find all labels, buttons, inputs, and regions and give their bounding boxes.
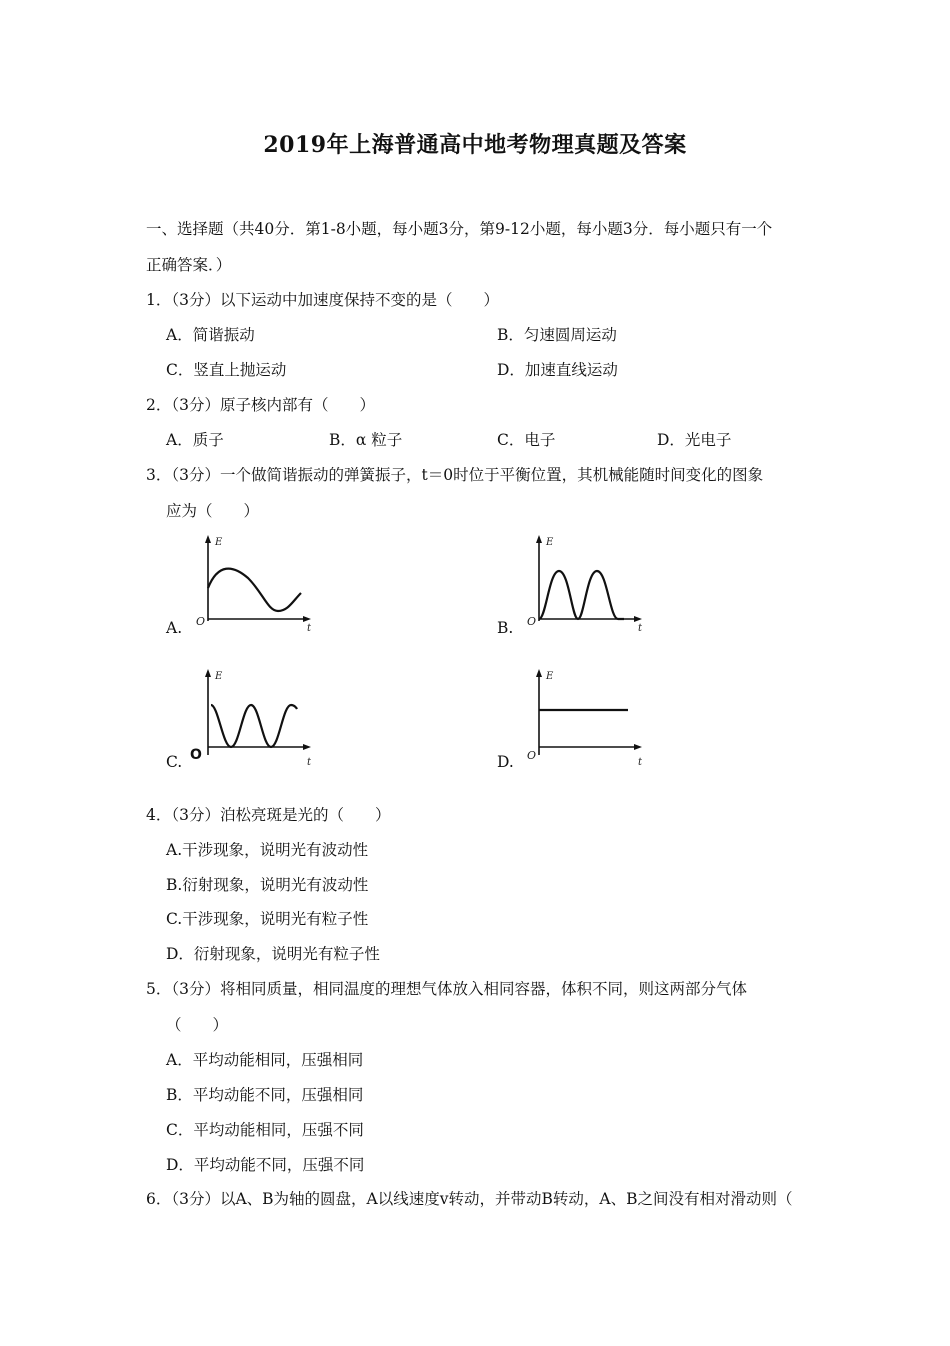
q2-option-b: B．α 粒子: [329, 431, 403, 449]
graph-a-y-arrow: [205, 535, 211, 543]
graph-a-curve: [208, 569, 301, 611]
graph-b-curve: [539, 571, 624, 619]
q5-option-c: C．平均动能相同，压强不同: [166, 1121, 364, 1139]
q3-option-a-label: A.: [166, 619, 183, 637]
q5-option-a: A．平均动能相同，压强相同: [166, 1051, 364, 1069]
q3-stem-line2: 应为（ ）: [166, 502, 260, 520]
q4-option-a: A.干涉现象，说明光有波动性: [166, 841, 369, 859]
q3-option-b-label: B.: [497, 619, 514, 637]
graph-c: [193, 667, 323, 767]
graph-c-e-label: E: [215, 671, 223, 682]
graph-c-x-arrow: [303, 744, 311, 750]
q2-stem: 2．（3分）原子核内部有（ ）: [146, 396, 375, 414]
graph-b-y-arrow: [536, 535, 542, 543]
q3-stem-line1: 3．（3分）一个做简谐振动的弹簧振子，t＝0时位于平衡位置，其机械能随时间变化的图象: [146, 466, 764, 484]
graph-b-t-label: t: [638, 623, 643, 633]
graph-d-t-label: t: [638, 757, 643, 767]
q1-option-a: A．简谐振动: [166, 326, 255, 344]
page-title: 2019年上海普通高中地考物理真题及答案: [263, 132, 687, 158]
graph-a-e-label: E: [215, 537, 223, 548]
q5-stem-line2: （ ）: [166, 1016, 229, 1034]
graph-a: [193, 533, 323, 633]
q3-option-d-label: D.: [497, 753, 514, 771]
q1-option-b: B．匀速圆周运动: [497, 326, 617, 344]
graph-c-t-label: t: [307, 757, 312, 767]
q2-option-a: A．质子: [166, 431, 224, 449]
graph-c-y-arrow: [205, 669, 211, 677]
q5-option-d: D．平均动能不同，压强不同: [166, 1156, 365, 1174]
q4-option-c: C.干涉现象，说明光有粒子性: [166, 910, 369, 928]
graph-c-curve: [211, 705, 297, 747]
graph-d-y-arrow: [536, 669, 542, 677]
q2-option-d: D．光电子: [657, 431, 732, 449]
q4-stem: 4．（3分）泊松亮斑是光的（ ）: [146, 806, 391, 824]
graph-a-t-label: t: [307, 623, 312, 633]
q2-option-c: C．电子: [497, 431, 556, 449]
q3-option-c-label: C.: [166, 753, 183, 771]
q1-stem: 1．（3分）以下运动中加速度保持不变的是（ ）: [146, 291, 499, 309]
graph-a-x-arrow: [303, 616, 311, 622]
graph-a-origin-label: O: [196, 615, 206, 628]
q1-option-d: D．加速直线运动: [497, 361, 618, 379]
q1-option-c: C．竖直上抛运动: [166, 361, 287, 379]
graph-b-e-label: E: [546, 537, 554, 548]
graph-d: [524, 667, 654, 767]
graph-c-origin-label: O: [190, 747, 202, 763]
section-heading-line2: 正确答案．）: [146, 256, 232, 274]
q4-option-b: B.衍射现象，说明光有波动性: [166, 876, 369, 894]
graph-b-origin-label: O: [527, 615, 537, 628]
graph-d-e-label: E: [546, 671, 554, 682]
section-heading-line1: 一、选择题（共40分．第1-8小题，每小题3分，第9-12小题，每小题3分．每小题只有一个: [146, 220, 773, 238]
q5-option-b: B．平均动能不同，压强相同: [166, 1086, 364, 1104]
graph-b-x-arrow: [634, 616, 642, 622]
q6-stem: 6．（3分）以A、B为轴的圆盘，A以线速度v转动，并带动B转动，A、B之间没有相对滑动则（: [146, 1190, 793, 1208]
graph-d-x-arrow: [634, 744, 642, 750]
q4-option-d: D．衍射现象，说明光有粒子性: [166, 945, 380, 963]
graph-b: [524, 533, 654, 633]
q5-stem-line1: 5．（3分）将相同质量，相同温度的理想气体放入相同容器，体积不同，则这两部分气体: [146, 980, 747, 998]
graph-d-origin-label: O: [527, 749, 537, 762]
